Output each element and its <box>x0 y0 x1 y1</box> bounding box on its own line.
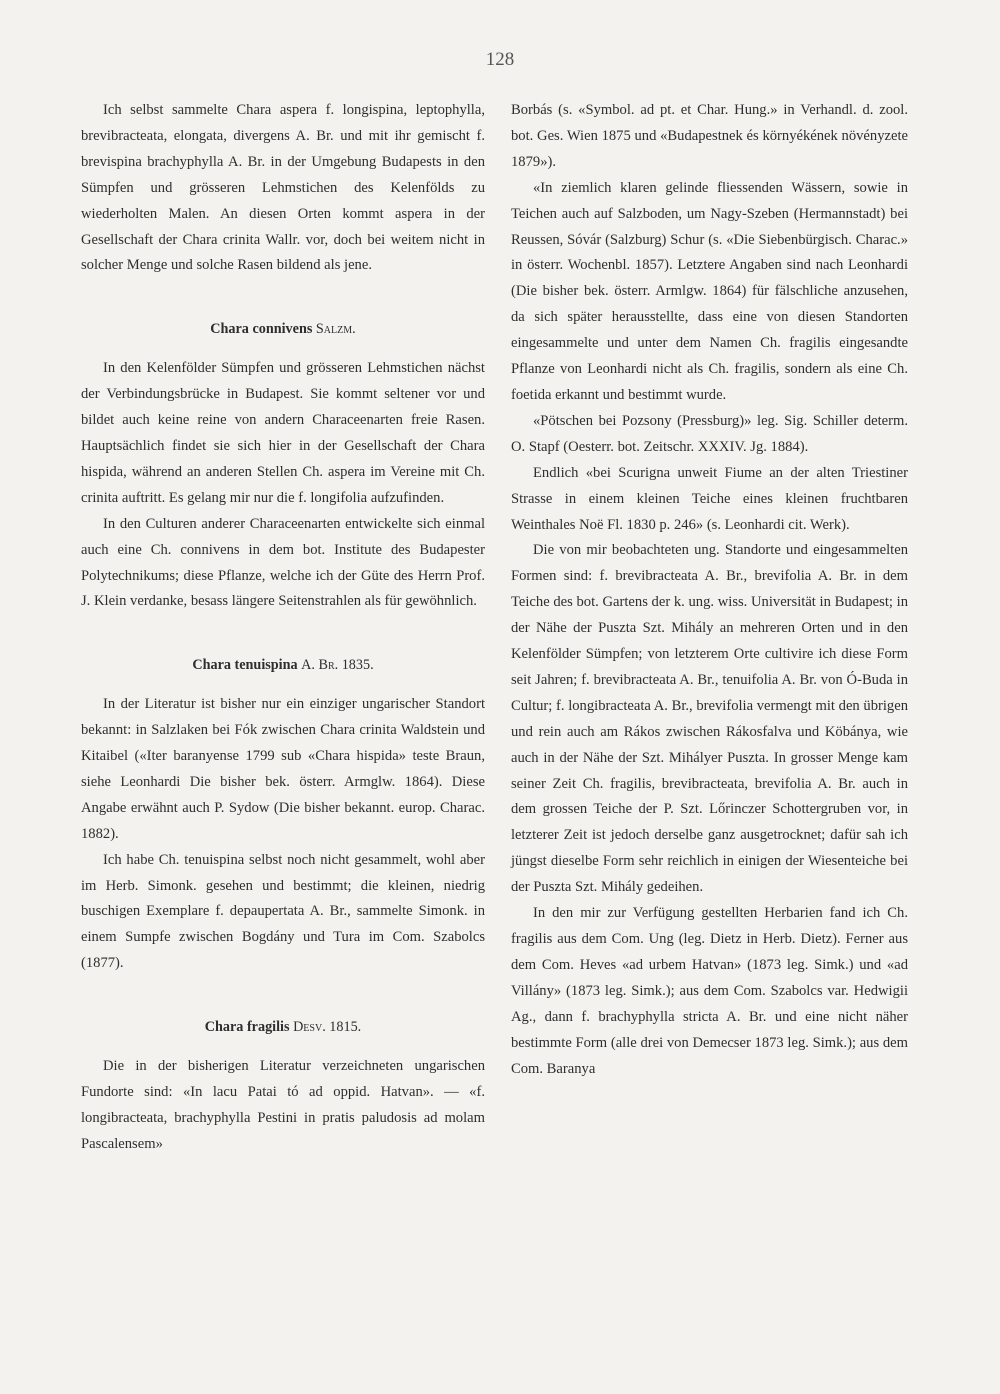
paragraph: Die in der bisherigen Literatur verzeichneten ungarischen Fundorte sind: «In lacu Patai tó ad oppid. Hatvan». — «f. longibracteata, brachyphylla Pestini in pratis paludosis ad molam Pascalensem» <box>81 1058 485 1152</box>
paragraph: Ich habe Ch. tenuispina selbst noch nicht gesammelt, wohl aber im Herb. Simonk. gesehen und bestimmt; die kleinen, niedrig buschigen Exemplare f. depaupertata A. Br., sammelte Simonk. in einem Sumpfe zwischen Bogdány und Tura im Com. Szabolcs (1877). <box>81 851 485 972</box>
species-name: Chara fragilis <box>204 1019 290 1036</box>
right-column <box>511 98 908 1082</box>
paragraph: Die von mir beobachteten ung. Standorte und eingesammelten Formen sind: f. brevibracteata A. Br., brevifolia A. Br. in dem Teiche des bot. Gartens der k. ung. wiss. Universität in Budapest; in der Nähe der Puszta Szt. Mihály an mehreren Orten und in den Kelenfölder Sümpfen; von letzterem Orte cultivire ich diese Form seit Jahren; f. brevibracteata A. Br., tenuifolia A. Br. von Ó-Buda in Cultur; f. longibracteata A. Br., brevifolia vermengt mit den übrigen und rein auch am Rákos zwischen Rákosfalva und Köbánya, wie auch in der Nähe der Szt. Mihályer Puszta. In grosser Menge kam seiner Zeit Ch. fragilis, brevibracteata, brevifolia A. Br. auch in dem grossen Teiche der P. Szt. Lőrinczer Schottergruben vor, in letzterer Zeit ist jedoch derselbe ganz ausgetrocknet; dafür sah ich jüngst dieselbe Form sehr reichlich in einigen der Wiesenteiche bei der Puszta Szt. Mihály gedeihen. <box>511 542 908 896</box>
section-heading <box>81 653 485 679</box>
left-column <box>81 98 485 1158</box>
species-author: Salzm. <box>315 321 356 338</box>
species-author: Desv. 1815. <box>293 1019 362 1036</box>
paragraph: Borbás (s. «Symbol. ad pt. et Char. Hung.» in Verhandl. d. zool. bot. Ges. Wien 1875 und «Budapestnek és környékének növényzete 1879»). <box>511 102 908 170</box>
paragraph: Endlich «bei Scurigna unweit Fiume an der alten Triestiner Strasse in einem kleinen Teiche eines kleinen fruchtbaren Weinthales Noë Fl. 1830 p. 246» (s. Leonhardi cit. Werk). <box>511 464 908 533</box>
page-number: 128 <box>485 49 515 70</box>
species-name: Chara tenuispina <box>192 657 298 674</box>
paragraph: «In ziemlich klaren gelinde fliessenden Wässern, sowie in Teichen auch auf Salzboden, um Nagy-Szeben (Hermannstadt) bei Reussen, Sóvár (Salzburg) Schur (s. «Die Siebenbürgisch. Charac.» in österr. Wochenbl. 1857). Letztere Angaben sind nach Leonhardi (Die bisher bek. österr. Armlgw. 1864) für fälschliche anzusehen, da sich später herausstellte, dass eine von diesen Standorten eingesammelte und unter dem Namen Ch. fragilis eingesandte Pflanze von Leonhardi nicht als Ch. fragilis, sondern als eine Ch. foetida erkannt und bestimmt wurde. <box>511 179 908 403</box>
paragraph: In der Literatur ist bisher nur ein einziger ungarischer Standort bekannt: in Salzlaken bei Fók zwischen Chara crinita Waldstein und Kitaibel («Iter baranyense 1799 sub «Chara hispida» teste Braun, siehe Leonhardi Die bisher bek. österr. Armglw. 1864). Diese Angabe erwähnt auch P. Sydow (Die bisher bekannt. europ. Charac. 1882). <box>81 696 485 842</box>
species-name: Chara connivens <box>210 321 313 338</box>
paragraph: In den Culturen anderer Characeenarten entwickelte sich einmal auch eine Ch. connivens in dem bot. Institute des Budapester Polytechnikums; diese Pflanze, welche ich der Güte des Herrn Prof. J. Klein verdanke, besass längere Seitenstrahlen als für gewöhnlich. <box>81 515 485 610</box>
paragraph: Ich selbst sammelte Chara aspera f. longispina, leptophylla, brevibracteata, elongata, divergens A. Br. und mit ihr gemischt f. brevispina brachyphylla A. Br. in der Umgebung Budapests in den Sümpfen und grösseren Lehmstichen des Kelenfölds zu wiederholten Malen. An diesen Orten kommt aspera in der Gesellschaft der Chara crinita Wallr. vor, doch bei weitem nicht in solcher Menge und solche Rasen bildend als jene. <box>81 102 485 274</box>
paragraph: In den Kelenfölder Sümpfen und grösseren Lehmstichen nächst der Verbindungsbrücke in Budapest. Sie kommt seltener vor und bildet auch keine reine von andern Characeenarten freie Rasen. Hauptsächlich findet sie sich hier in der Gesellschaft der Chara hispida, während an anderen Stellen Ch. aspera im Vereine mit Ch. crinita auftritt. Es gelang mir nur die f. longifolia aufzufinden. <box>81 360 485 506</box>
paragraph: In den mir zur Verfügung gestellten Herbarien fand ich Ch. fragilis aus dem Com. Ung (leg. Dietz in Herb. Dietz). Ferner aus dem Com. Heves «ad urbem Hatvan» (1873 leg. Simk.) und «ad Villány» (1873 leg. Simk.); aus dem Com. Szabolcs var. Hedwigii Ag., dann f. brachyphylla stricta A. Br. und eine nicht näher bestimmte Form (alle drei von Demecser 1873 leg. Simk.); aus dem Com. Baranya <box>511 905 908 1077</box>
section-heading <box>81 317 485 343</box>
section-heading <box>81 1015 485 1041</box>
paragraph: «Pötschen bei Pozsony (Pressburg)» leg. Sig. Schiller determ. O. Stapf (Oesterr. bot. Zeitschr. XXXIV. Jg. 1884). <box>511 412 908 455</box>
species-author: A. Br. 1835. <box>301 657 374 674</box>
